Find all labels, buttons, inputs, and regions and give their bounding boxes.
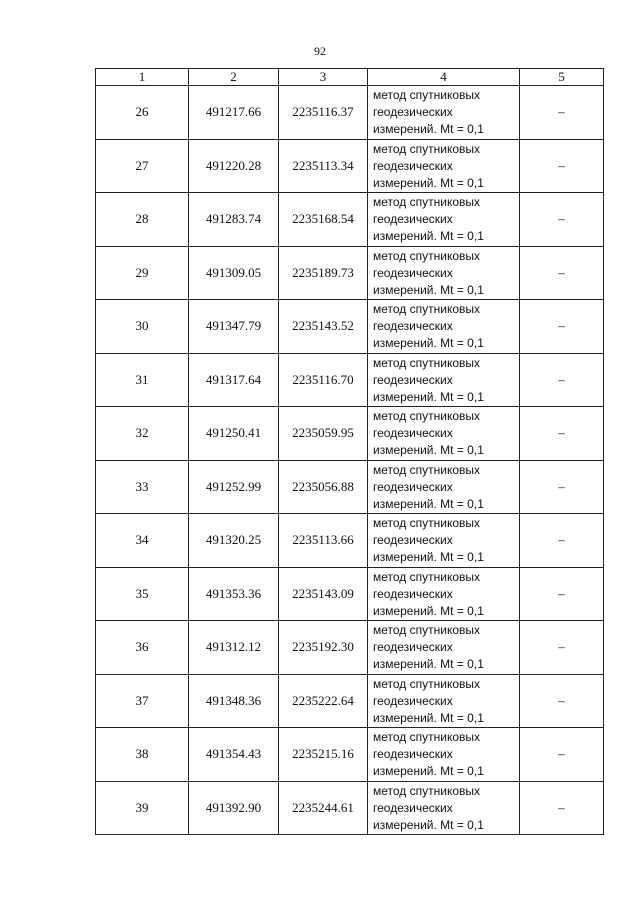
coordinate-y: 2235113.66: [279, 514, 368, 568]
coordinate-x: 491309.05: [189, 246, 279, 300]
point-number: 28: [96, 193, 189, 247]
method-line-3: измерений. Mt = 0,1: [373, 229, 484, 243]
method-cell: [368, 781, 520, 835]
coordinate-x: 491348.36: [189, 674, 279, 728]
method-line-1: метод спутниковых: [373, 88, 481, 102]
method-line-2: геодезических: [373, 319, 453, 333]
coordinate-y: 2235215.16: [279, 728, 368, 782]
table-row: [96, 139, 604, 193]
coordinate-x: 491312.12: [189, 621, 279, 675]
note-cell: –: [520, 246, 604, 300]
method-line-2: геодезических: [373, 693, 453, 708]
method-line-1: метод спутниковых: [373, 569, 481, 584]
coordinate-y: 2235116.70: [279, 353, 368, 407]
coordinate-x: 491252.99: [189, 460, 279, 514]
table-row: [96, 621, 604, 675]
note-cell: –: [520, 407, 604, 461]
point-number: 30: [96, 300, 189, 354]
table-row: [96, 514, 604, 568]
point-number: 37: [96, 674, 189, 728]
coordinates-table: [95, 68, 604, 835]
method-line-1: метод спутниковых: [373, 141, 481, 156]
method-line-1: метод спутниковых: [373, 195, 481, 209]
note-cell: –: [520, 460, 604, 514]
method-cell: [368, 728, 520, 782]
coordinate-x: 491354.43: [189, 728, 279, 782]
method-line-2: геодезических: [373, 105, 453, 119]
point-number: 34: [96, 514, 189, 568]
coordinate-y: 2235143.52: [279, 300, 368, 354]
method-cell: [368, 139, 520, 193]
method-line-1: метод спутниковых: [373, 783, 481, 798]
coordinate-y: 2235113.34: [279, 139, 368, 193]
coordinate-y: 2235116.37: [279, 86, 368, 140]
header-cell-1: 1: [96, 69, 189, 86]
point-number: 33: [96, 460, 189, 514]
table-row: [96, 193, 604, 247]
note-cell: –: [520, 353, 604, 407]
method-line-1: метод спутниковых: [373, 516, 481, 530]
coordinate-y: 2235192.30: [279, 621, 368, 675]
table-row: [96, 460, 604, 514]
note-cell: –: [520, 300, 604, 354]
method-line-3: измерений. Mt = 0,1: [373, 603, 484, 618]
point-number: 31: [96, 353, 189, 407]
method-line-3: измерений. Mt = 0,1: [373, 389, 484, 404]
method-cell: [368, 407, 520, 461]
method-line-1: метод спутниковых: [373, 248, 481, 263]
table-row: [96, 728, 604, 782]
table-row: [96, 567, 604, 621]
coordinate-x: 491220.28: [189, 139, 279, 193]
method-line-3: измерений. Mt = 0,1: [373, 550, 484, 564]
coordinate-x: 491392.90: [189, 781, 279, 835]
method-line-1: метод спутниковых: [373, 676, 481, 691]
table-row: [96, 86, 604, 140]
page-number: 92: [314, 44, 326, 58]
coordinate-y: 2235143.09: [279, 567, 368, 621]
note-cell: –: [520, 674, 604, 728]
method-line-2: геодезических: [373, 372, 453, 387]
method-cell: [368, 460, 520, 514]
method-line-3: измерений. Mt = 0,1: [373, 710, 484, 725]
method-line-3: измерений. Mt = 0,1: [373, 496, 484, 511]
point-number: 27: [96, 139, 189, 193]
method-cell: [368, 246, 520, 300]
method-line-1: метод спутниковых: [373, 302, 481, 316]
coordinate-y: 2235189.73: [279, 246, 368, 300]
method-line-2: геодезических: [373, 479, 453, 494]
coordinate-y: 2235168.54: [279, 193, 368, 247]
point-number: 32: [96, 407, 189, 461]
note-cell: –: [520, 193, 604, 247]
method-line-2: геодезических: [373, 533, 453, 547]
method-line-3: измерений. Mt = 0,1: [373, 336, 484, 350]
method-cell: [368, 86, 520, 140]
method-line-1: метод спутниковых: [373, 355, 481, 370]
point-number: 35: [96, 567, 189, 621]
method-line-2: геодезических: [373, 212, 453, 226]
method-line-2: геодезических: [373, 800, 453, 815]
coordinate-y: 2235059.95: [279, 407, 368, 461]
coordinate-x: 491353.36: [189, 567, 279, 621]
note-cell: –: [520, 514, 604, 568]
coordinate-x: 491317.64: [189, 353, 279, 407]
method-line-3: измерений. Mt = 0,1: [373, 764, 484, 778]
method-line-2: геодезических: [373, 747, 453, 761]
note-cell: –: [520, 567, 604, 621]
method-line-1: метод спутниковых: [373, 623, 481, 637]
method-line-3: измерений. Mt = 0,1: [373, 817, 484, 832]
method-cell: [368, 193, 520, 247]
point-number: 29: [96, 246, 189, 300]
method-line-2: геодезических: [373, 265, 453, 280]
header-cell-3: 3: [279, 69, 368, 86]
header-row: [96, 69, 604, 86]
coordinate-x: 491250.41: [189, 407, 279, 461]
method-line-2: геодезических: [373, 426, 453, 440]
header-cell-4: 4: [368, 69, 520, 86]
coordinate-x: 491283.74: [189, 193, 279, 247]
method-line-2: геодезических: [373, 158, 453, 173]
table-row: [96, 407, 604, 461]
header-cell-2: 2: [189, 69, 279, 86]
method-line-3: измерений. Mt = 0,1: [373, 122, 484, 136]
table-row: [96, 674, 604, 728]
header-cell-5: 5: [520, 69, 604, 86]
method-line-2: геодезических: [373, 640, 453, 654]
method-line-3: измерений. Mt = 0,1: [373, 443, 484, 457]
method-cell: [368, 300, 520, 354]
method-line-1: метод спутниковых: [373, 730, 481, 744]
method-cell: [368, 674, 520, 728]
method-line-1: метод спутниковых: [373, 462, 481, 477]
note-cell: –: [520, 86, 604, 140]
point-number: 36: [96, 621, 189, 675]
point-number: 39: [96, 781, 189, 835]
coordinate-x: 491347.79: [189, 300, 279, 354]
coordinate-x: 491217.66: [189, 86, 279, 140]
note-cell: –: [520, 728, 604, 782]
note-cell: –: [520, 621, 604, 675]
table-row: [96, 300, 604, 354]
method-line-2: геодезических: [373, 586, 453, 601]
note-cell: –: [520, 781, 604, 835]
method-line-3: измерений. Mt = 0,1: [373, 175, 484, 190]
method-cell: [368, 567, 520, 621]
method-cell: [368, 514, 520, 568]
coordinate-y: 2235222.64: [279, 674, 368, 728]
method-cell: [368, 621, 520, 675]
point-number: 26: [96, 86, 189, 140]
method-cell: [368, 353, 520, 407]
method-line-3: измерений. Mt = 0,1: [373, 282, 484, 297]
table-row: [96, 781, 604, 835]
coordinate-x: 491320.25: [189, 514, 279, 568]
table-row: [96, 353, 604, 407]
note-cell: –: [520, 139, 604, 193]
method-line-3: измерений. Mt = 0,1: [373, 657, 484, 671]
table-row: [96, 246, 604, 300]
coordinate-y: 2235244.61: [279, 781, 368, 835]
method-line-1: метод спутниковых: [373, 409, 481, 423]
coordinate-y: 2235056.88: [279, 460, 368, 514]
point-number: 38: [96, 728, 189, 782]
